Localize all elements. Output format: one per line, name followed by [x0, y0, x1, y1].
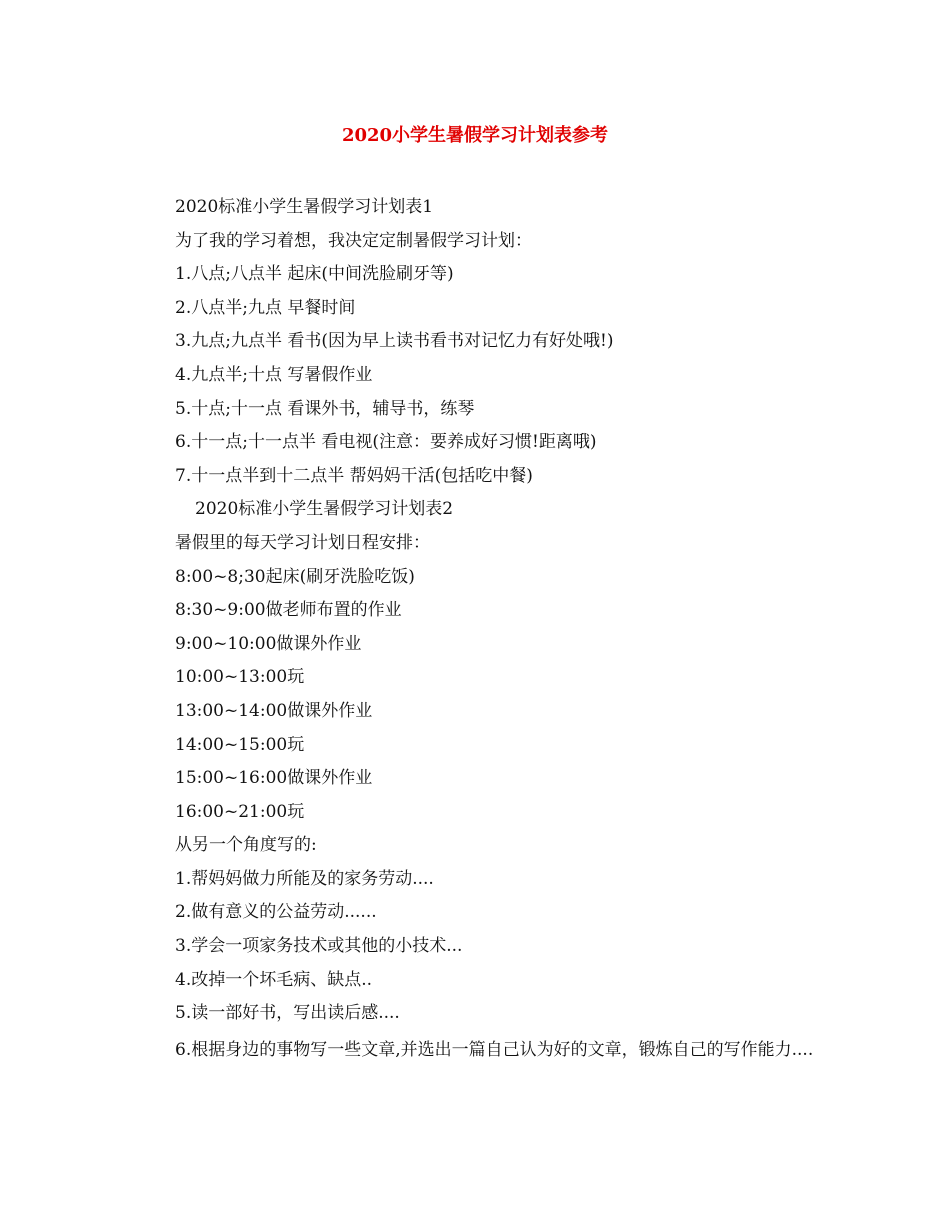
list-item: 3.九点;九点半 看书(因为早上读书看书对记忆力有好处哦!) [175, 331, 614, 352]
list-item: 7.十一点半到十二点半 帮妈妈干活(包括吃中餐) [175, 465, 533, 486]
schedule-item: 8:00~8;30起床(刷牙洗脸吃饭) [175, 566, 415, 587]
list-item: 4.九点半;十点 写暑假作业 [175, 364, 373, 385]
list-item: 5.读一部好书，写出读后感.... [175, 1003, 400, 1024]
list-item: 4.改掉一个坏毛病、缺点.. [175, 969, 373, 990]
list-item: 5.十点;十一点 看课外书，辅导书，练琴 [175, 398, 475, 419]
list-item: 1.帮妈妈做力所能及的家务劳动.... [175, 868, 434, 889]
list-item: 1.八点;八点半 起床(中间洗脸刷牙等) [175, 264, 454, 285]
schedule-item: 13:00~14:00做课外作业 [175, 700, 373, 721]
list-item: 2.做有意义的公益劳动...... [175, 902, 377, 923]
schedule-item: 16:00~21:00玩 [175, 801, 305, 822]
schedule-item: 10:00~13:00玩 [175, 667, 305, 688]
paragraph-line: 为了我的学习着想，我决定定制暑假学习计划： [175, 230, 532, 251]
list-item: 3.学会一项家务技术或其他的小技术... [175, 936, 463, 957]
paragraph-line: 暑假里的每天学习计划日程安排： [175, 532, 430, 553]
schedule-item: 8:30~9:00做老师布置的作业 [175, 600, 402, 621]
section-heading-2: 2020标准小学生暑假学习计划表2 [195, 499, 454, 520]
list-item: 6.根据身边的事物写一些文章,并选出一篇自己认为好的文章，锻炼自己的写作能力.... [175, 1039, 814, 1060]
document-body [138, 194, 838, 1067]
document-title: 2020小学生暑假学习计划表参考 [341, 125, 609, 146]
section-heading-1: 2020标准小学生暑假学习计划表1 [175, 197, 434, 217]
schedule-item: 14:00~15:00玩 [175, 734, 305, 755]
schedule-item: 9:00~10:00做课外作业 [175, 633, 362, 654]
list-item: 6.十一点;十一点半 看电视(注意：要养成好习惯!距离哦) [175, 432, 597, 453]
schedule-item: 15:00~16:00做课外作业 [175, 768, 373, 789]
list-item: 2.八点半;九点 早餐时间 [175, 297, 356, 318]
paragraph-line: 从另一个角度写的: [175, 835, 317, 856]
